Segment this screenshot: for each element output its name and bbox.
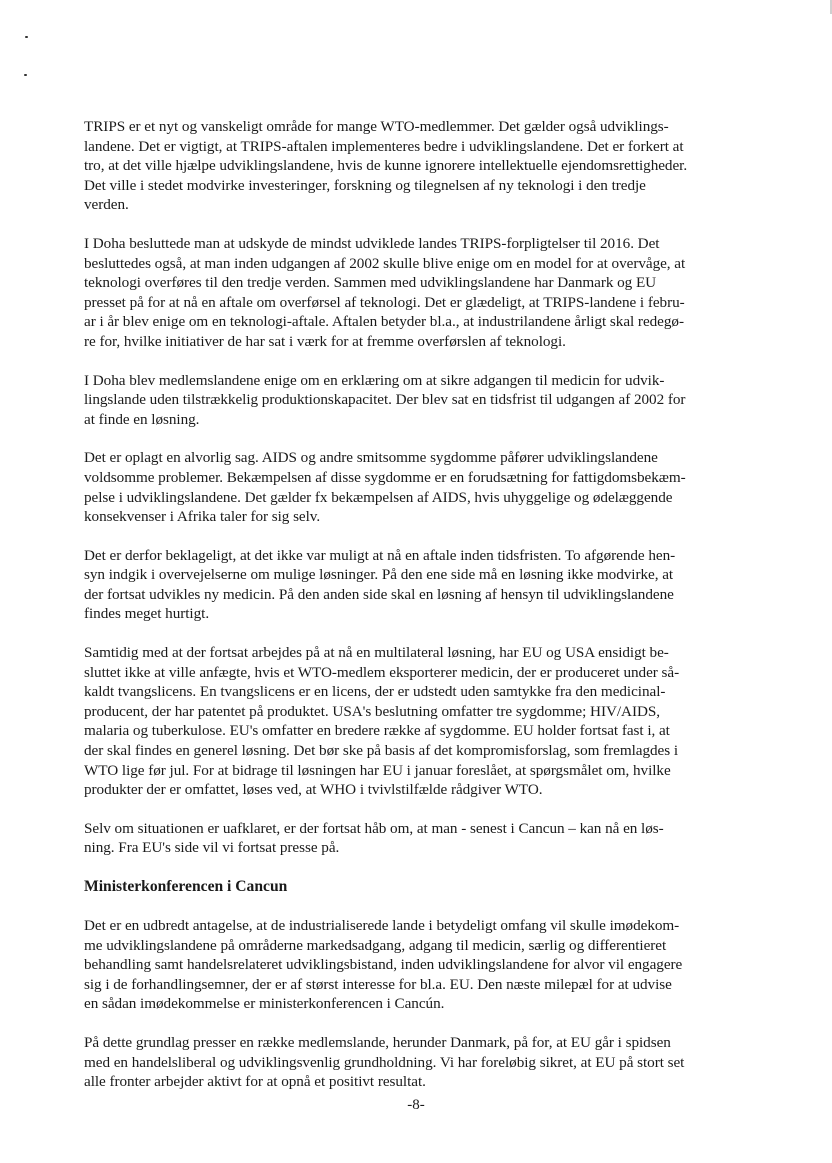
- text-line: Det er derfor beklageligt, at det ikke var muligt at nå en aftale inden tidsfristen. To afgørende hen-: [84, 546, 676, 564]
- text-line: en sådan imødekommelse er ministerkonferencen i Cancún.: [84, 995, 445, 1013]
- document-body: [84, 117, 752, 1092]
- paragraph-doha-medicine: [84, 371, 752, 430]
- text-line: I Doha blev medlemslandene enige om en erklæring om at sikre adgangen til medicin for udvik-: [84, 371, 665, 389]
- paragraph-industrialized-countries: [84, 916, 752, 1014]
- text-line: presset på for at nå en aftale om overførsel af teknologi. Det er glædeligt, at TRIPS-landene i febru-: [84, 293, 685, 311]
- scan-speck: [24, 74, 27, 76]
- paragraph-trips-intro: [84, 117, 752, 215]
- text-line: Det er en udbredt antagelse, at de industrialiserede lande i betydeligt omfang vil skulle imødekom-: [84, 917, 680, 934]
- text-line: sluttet ikke at ville anfægte, hvis et WTO-medlem eksporterer medicin, der er produceret under så-: [84, 663, 680, 681]
- text-line: findes meget hurtigt.: [84, 605, 210, 623]
- text-line: produkter der er omfattet, løses ved, at WHO i tvivlstilfælde rådgiver WTO.: [84, 781, 543, 799]
- text-line: malaria og tuberkulose. EU's omfatter en bredere række af sygdomme. EU holder fortsat fast i, at: [84, 722, 670, 740]
- text-line: kaldt tvangslicens. En tvangslicens er en licens, der er udstedt uden samtykke fra den medicinal-: [84, 683, 666, 701]
- section-heading: Ministerkonferencen i Cancun: [84, 878, 288, 895]
- text-line: WTO lige før jul. For at bidrage til løsningen har EU i januar foreslået, at spørgsmålet om, hvilke: [84, 761, 671, 779]
- text-line: Det ville i stedet modvirke investeringer, forskning og tilegnelsen af ny teknologi i den tredje: [84, 176, 646, 194]
- text-line: Selv om situationen er uafklaret, er der fortsat håb om, at man - senest i Cancun – kan nå en løs-: [84, 819, 664, 837]
- text-line: re for, hvilke initiativer de har sat i værk for at fremme overførslen af teknologi.: [84, 332, 566, 350]
- text-line: TRIPS er et nyt og vanskeligt område for mange WTO-medlemmer. Det gælder også udviklings-: [84, 118, 669, 135]
- text-line: konsekvenser i Afrika taler for sig selv.: [84, 508, 321, 526]
- text-line: Samtidig med at der fortsat arbejdes på at nå en multilateral løsning, har EU og USA ensidigt be-: [84, 644, 669, 662]
- paragraph-cancun-hope: [84, 819, 752, 858]
- paragraph-compulsory-license: [84, 643, 752, 800]
- text-line: der skal findes en generel løsning. Det bør ske på basis af det kompromisforslag, som fremlagdes i: [84, 742, 679, 760]
- text-line: tro, at det ville hjælpe udviklingslandene, hvis de kunne ignorere intellektuelle ejendomsrettigheder.: [84, 157, 688, 175]
- text-line: verden.: [84, 196, 129, 214]
- text-line: Det er oplagt en alvorlig sag. AIDS og andre smitsomme sygdomme påfører udviklingslandene: [84, 449, 658, 467]
- text-line: besluttedes også, at man inden udgangen af 2002 skulle blive enige om en model for at overvåge, at: [84, 254, 686, 272]
- text-line: pelse i udviklingslandene. Det gælder fx bekæmpelsen af AIDS, hvis uhyggelige og ødelæggende: [84, 488, 673, 506]
- text-line: voldsomme problemer. Bekæmpelsen af disse sygdomme er en forudsætning for fattigdomsbekæm-: [84, 468, 686, 486]
- text-line: producent, der har patentet på produktet. USA's beslutning omfatter tre sygdomme; HIV/AIDS,: [84, 702, 661, 720]
- text-line: På dette grundlag presser en række medlemslande, herunder Danmark, på for, at EU går i spidsen: [84, 1033, 671, 1051]
- text-line: alle fronter arbejder aktivt for at opnå et positivt resultat.: [84, 1073, 426, 1091]
- text-line: landene. Det er vigtigt, at TRIPS-aftalen implementeres bedre i udviklingslandene. Det er forkert at: [84, 137, 684, 155]
- scan-speck: [25, 36, 28, 38]
- text-line: at finde en løsning.: [84, 410, 200, 428]
- text-line: med en handelsliberal og udviklingsvenlig grundholdning. Vi har foreløbig sikret, at EU på stort set: [84, 1053, 685, 1071]
- text-line: me udviklingslandene på områderne markedsadgang, adgang til medicin, særlig og differentieret: [84, 936, 667, 954]
- text-line: ar i år blev enige om en teknologi-aftale. Aftalen betyder bl.a., at industrilandene årligt skal redegø-: [84, 313, 684, 331]
- paragraph-eu-position: [84, 1033, 752, 1092]
- text-line: ning. Fra EU's side vil vi fortsat presse på.: [84, 839, 340, 857]
- paragraph-deadline: [84, 546, 752, 624]
- text-line: sig i de forhandlingsemner, der er af størst interesse for bl.a. EU. Den næste milepæl for at udvise: [84, 975, 672, 993]
- text-line: I Doha besluttede man at udskyde de mindst udviklede landes TRIPS-forpligtelser til 2016. Det: [84, 234, 660, 252]
- text-line: behandling samt handelsrelateret udviklingsbistand, inden udviklingslandene for alvor vil engagere: [84, 956, 683, 974]
- text-line: teknologi overføres til den tredje verden. Sammen med udviklingslandene har Danmark og EU: [84, 274, 657, 292]
- paragraph-doha-trips: [84, 234, 752, 352]
- page-number: -8-: [407, 1097, 425, 1113]
- paragraph-aids: [84, 448, 752, 526]
- text-line: syn indgik i overvejelserne om mulige løsninger. På den ene side må en løsning ikke modvirke, at: [84, 566, 674, 584]
- text-line: der fortsat udvikles ny medicin. På den anden side skal en løsning af hensyn til udviklingslandene: [84, 585, 674, 603]
- text-line: lingslande uden tilstrækkelig produktionskapacitet. Der blev sat en tidsfrist til udgangen af 2002 for: [84, 391, 686, 409]
